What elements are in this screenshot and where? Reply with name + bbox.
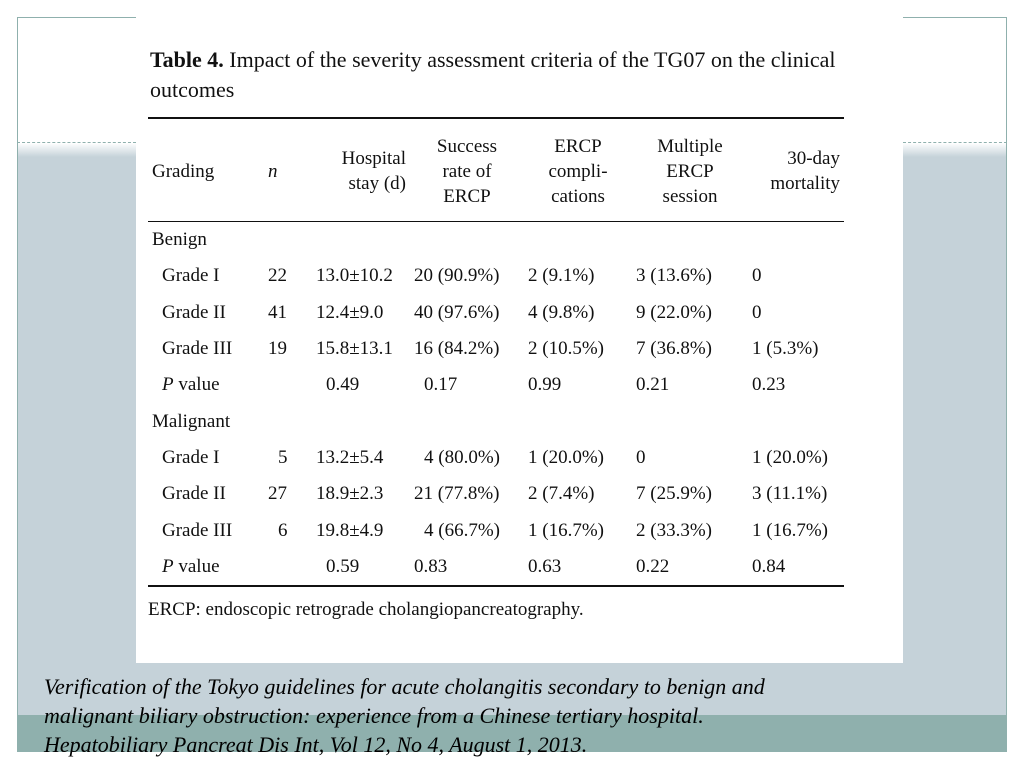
dashed-divider-left <box>17 142 136 143</box>
header-mortality: 30-day mortality <box>770 148 840 194</box>
cell-complications: 4 (9.8%) <box>528 301 595 323</box>
table-row-p-value <box>148 549 844 586</box>
cell-mortality: 0 <box>752 301 762 323</box>
cell-complications: 0.63 <box>528 555 562 577</box>
cell-grade: Grade II <box>162 483 226 505</box>
caption-line: Verification of the Tokyo guidelines for acute cholangitis secondary to benign and <box>44 674 765 699</box>
table-row <box>148 295 844 331</box>
cell-multiple: 0.21 <box>636 374 670 396</box>
cell-multiple: 7 (36.8%) <box>636 338 712 360</box>
cell-success: 21 (77.8%) <box>414 483 500 505</box>
cell-stay: 0.59 <box>326 555 360 577</box>
cell-complications: 1 (20.0%) <box>528 446 604 468</box>
cell-multiple: 2 (33.3%) <box>636 519 712 541</box>
cell-success: 40 (97.6%) <box>414 301 500 323</box>
cell-grade: Grade III <box>162 519 233 541</box>
cell-n: 41 <box>268 301 287 323</box>
cell-p-label: P value <box>162 374 220 396</box>
caption-line: Hepatobiliary Pancreat Dis Int, Vol 12, No 4, August 1, 2013. <box>44 732 588 757</box>
section-label: Malignant <box>152 410 231 432</box>
section-row-benign <box>148 222 844 259</box>
header-hospital-stay: Hospital stay (d) <box>341 148 406 194</box>
table-title-text: Impact of the severity assessment criteria of the TG07 on the clinical outcomes <box>150 47 836 102</box>
header-ercp-complications: ERCP compli- cations <box>548 135 608 207</box>
cell-n: 27 <box>268 483 287 505</box>
cell-stay: 19.8±4.9 <box>316 519 384 541</box>
table-header-row <box>148 118 844 222</box>
header-grading: Grading <box>152 160 215 182</box>
header-multiple-ercp: Multiple ERCP session <box>657 135 723 207</box>
cell-success: 4 (80.0%) <box>424 446 500 468</box>
cell-multiple: 0.22 <box>636 555 670 577</box>
section-label: Benign <box>152 229 207 251</box>
cell-n: 5 <box>278 446 288 468</box>
cell-stay: 12.4±9.0 <box>316 301 384 323</box>
table-title-label: Table 4. <box>150 47 224 72</box>
cell-multiple: 0 <box>636 446 646 468</box>
cell-complications: 0.99 <box>528 374 562 396</box>
cell-n <box>264 549 312 586</box>
cell-complications: 2 (10.5%) <box>528 338 604 360</box>
outcomes-table <box>148 117 844 587</box>
header-success-rate: Success rate of ERCP <box>436 135 498 207</box>
cell-n: 6 <box>278 519 288 541</box>
section-row-malignant <box>148 403 844 439</box>
cell-complications: 2 (9.1%) <box>528 265 595 287</box>
cell-success: 0.17 <box>424 374 458 396</box>
cell-mortality: 1 (20.0%) <box>752 446 828 468</box>
slide-frame-left <box>17 17 136 752</box>
slide-frame-right <box>903 17 1007 752</box>
cell-stay: 0.49 <box>326 374 360 396</box>
table-row <box>148 440 844 476</box>
cell-complications: 1 (16.7%) <box>528 519 604 541</box>
cell-mortality: 0.84 <box>752 555 786 577</box>
cell-n <box>264 367 312 403</box>
cell-complications: 2 (7.4%) <box>528 483 595 505</box>
cell-mortality: 1 (5.3%) <box>752 338 819 360</box>
cell-grade: Grade I <box>162 265 220 287</box>
cell-p-label: P value <box>162 555 220 577</box>
cell-grade: Grade III <box>162 338 233 360</box>
cell-stay: 15.8±13.1 <box>316 338 393 360</box>
table-row <box>148 258 844 294</box>
table-row <box>148 331 844 367</box>
cell-stay: 13.2±5.4 <box>316 446 384 468</box>
cell-mortality: 1 (16.7%) <box>752 519 828 541</box>
cell-mortality: 0.23 <box>752 374 786 396</box>
cell-stay: 18.9±2.3 <box>316 483 384 505</box>
cell-multiple: 7 (25.9%) <box>636 483 712 505</box>
cell-n: 22 <box>268 265 287 287</box>
cell-success: 0.83 <box>414 555 448 577</box>
table-row <box>148 476 844 512</box>
table-title <box>150 45 870 105</box>
cell-grade: Grade II <box>162 301 226 323</box>
table-row <box>148 512 844 548</box>
cell-success: 20 (90.9%) <box>414 265 500 287</box>
cell-stay: 13.0±10.2 <box>316 265 393 287</box>
citation-caption <box>44 672 1004 759</box>
cell-success: 16 (84.2%) <box>414 338 500 360</box>
caption-line: malignant biliary obstruction: experience from a Chinese tertiary hospital. <box>44 703 704 728</box>
table-footnote: ERCP: endoscopic retrograde cholangiopancreatography. <box>148 599 584 620</box>
header-n: n <box>268 160 278 182</box>
cell-grade: Grade I <box>162 446 220 468</box>
cell-mortality: 3 (11.1%) <box>752 483 828 505</box>
table-row-p-value <box>148 367 844 403</box>
cell-n: 19 <box>268 338 287 360</box>
cell-success: 4 (66.7%) <box>424 519 500 541</box>
dashed-divider-right <box>903 142 1007 143</box>
cell-multiple: 3 (13.6%) <box>636 265 712 287</box>
table-image <box>136 17 903 663</box>
cell-multiple: 9 (22.0%) <box>636 301 712 323</box>
cell-mortality: 0 <box>752 265 762 287</box>
